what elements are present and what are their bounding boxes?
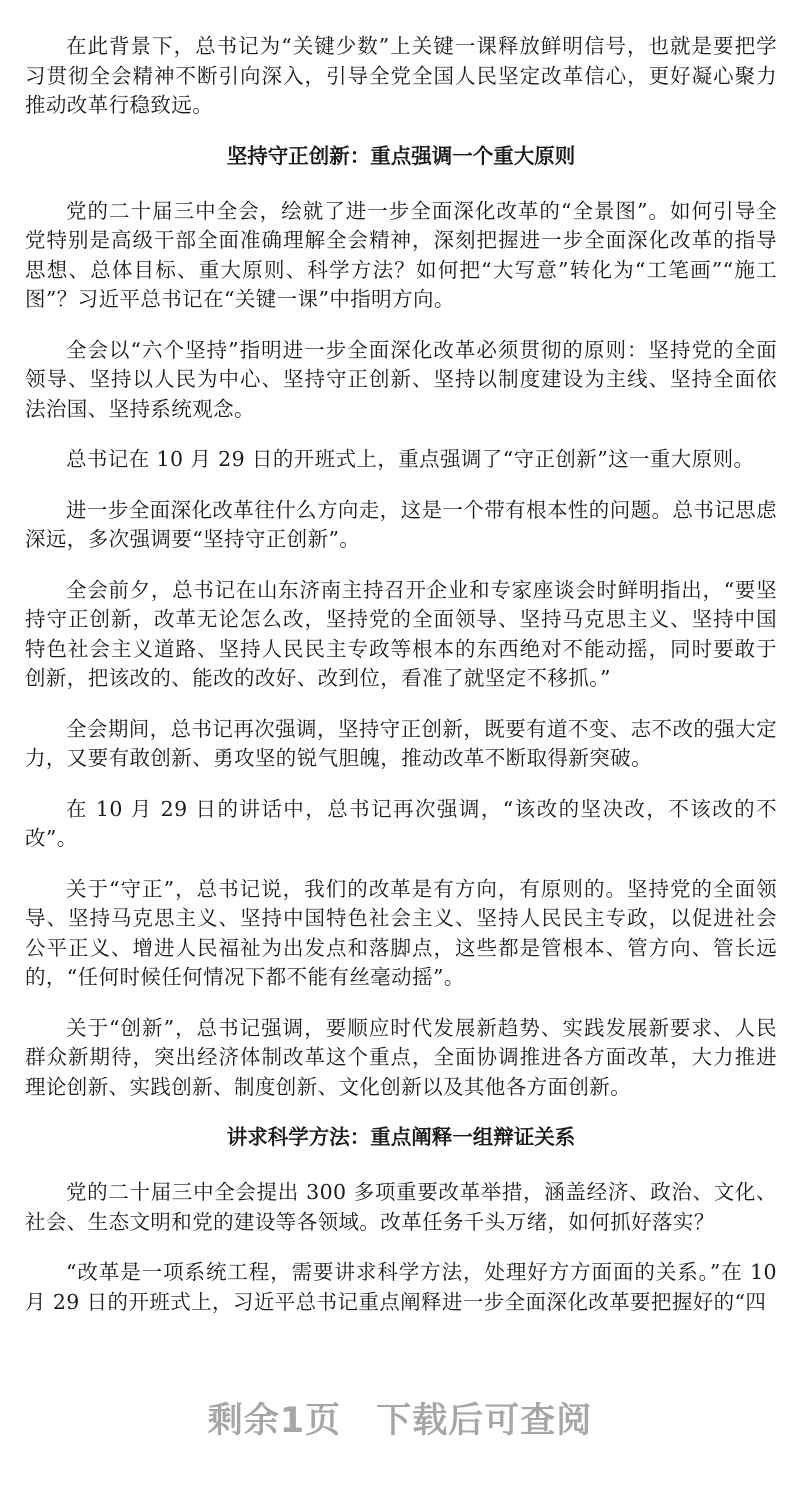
paragraph: 在 10 月 29 日的讲话中，总书记再次强调，“该改的坚决改，不该改的不改”。 xyxy=(25,796,777,850)
section-heading: 讲求科学方法：重点阐释一组辩证关系 xyxy=(226,1125,576,1149)
remaining-pages-label: 剩余1页 xyxy=(207,1401,342,1441)
download-to-view-label: 下载后可查阅 xyxy=(376,1401,593,1441)
section-heading: 坚持守正创新：重点强调一个重大原则 xyxy=(226,143,576,168)
paragraph: 全会以“六个坚持”指明进一步全面深化改革必须贯彻的原则：坚持党的全面领导、坚持以人民为中心、坚持守正创新、坚持以制度建设为主线、坚持全面依法治国、坚持系统观念。 xyxy=(25,337,777,421)
paragraph: 党的二十届三中全会提出 300 多项重要改革举措，涵盖经济、政治、文化、社会、生态文明和党的建设等各领域。改革任务千头万绪，如何抓好落实？ xyxy=(25,1180,777,1234)
paragraph: 全会期间，总书记再次强调，坚持守正创新，既要有道不变、志不改的强大定力，又要有敢创新、勇攻坚的锐气胆魄，推动改革不断取得新突破。 xyxy=(25,716,777,770)
paragraph: 党的二十届三中全会，绘就了进一步全面深化改革的“全景图”。如何引导全党特别是高级干部全面准确理解全会精神，深刻把握进一步全面深化改革的指导思想、总体目标、重大原则、科学方法？如何把“大写意”转化为“工笔画”“施工图”？习近平总书记在“关键一课”中指明方向。 xyxy=(25,198,777,311)
paragraph: 总书记在 10 月 29 日的开班式上，重点强调了“守正创新”这一重大原则。 xyxy=(66,447,755,471)
download-prompt[interactable] xyxy=(0,1393,800,1443)
paragraph: “改革是一项系统工程，需要讲求科学方法，处理好方方面面的关系。”在 10 月 29 日的开班式上，习近平总书记重点阐释进一步全面深化改革要把握好的“四 xyxy=(25,1260,777,1314)
paragraph: 关于“创新”，总书记强调，要顺应时代发展新趋势、实践发展新要求、人民群众新期待，突出经济体制改革这个重点，全面协调推进各方面改革，大力推进理论创新、实践创新、制度创新、文化创新以及其他各方面创新。 xyxy=(25,1015,777,1099)
paragraph: 关于“守正”，总书记说，我们的改革是有方向，有原则的。坚持党的全面领导、坚持马克思主义、坚持中国特色社会主义、坚持人民民主专政，以促进社会公平正义、增进人民福祉为出发点和落脚点，这些都是管根本、管方向、管长远的，“任何时候任何情况下都不能有丝毫动摇”。 xyxy=(25,876,777,989)
paragraph: 在此背景下，总书记为“关键少数”上关键一课释放鲜明信号，也就是要把学习贯彻全会精神不断引向深入，引导全党全国人民坚定改革信心，更好凝心聚力推动改革行稳致远。 xyxy=(25,34,777,117)
paragraph: 进一步全面深化改革往什么方向走，这是一个带有根本性的问题。总书记思虑深远，多次强调要“坚持守正创新”。 xyxy=(25,497,777,551)
paragraph: 全会前夕，总书记在山东济南主持召开企业和专家座谈会时鲜明指出，“要坚持守正创新，改革无论怎么改，坚持党的全面领导、坚持马克思主义、坚持中国特色社会主义道路、坚持人民民主专政等根本的东西绝对不能动摇，同时要敢于创新，把该改的、能改的改好、改到位，看准了就坚定不移抓。” xyxy=(25,577,777,690)
document-body xyxy=(25,32,777,1338)
